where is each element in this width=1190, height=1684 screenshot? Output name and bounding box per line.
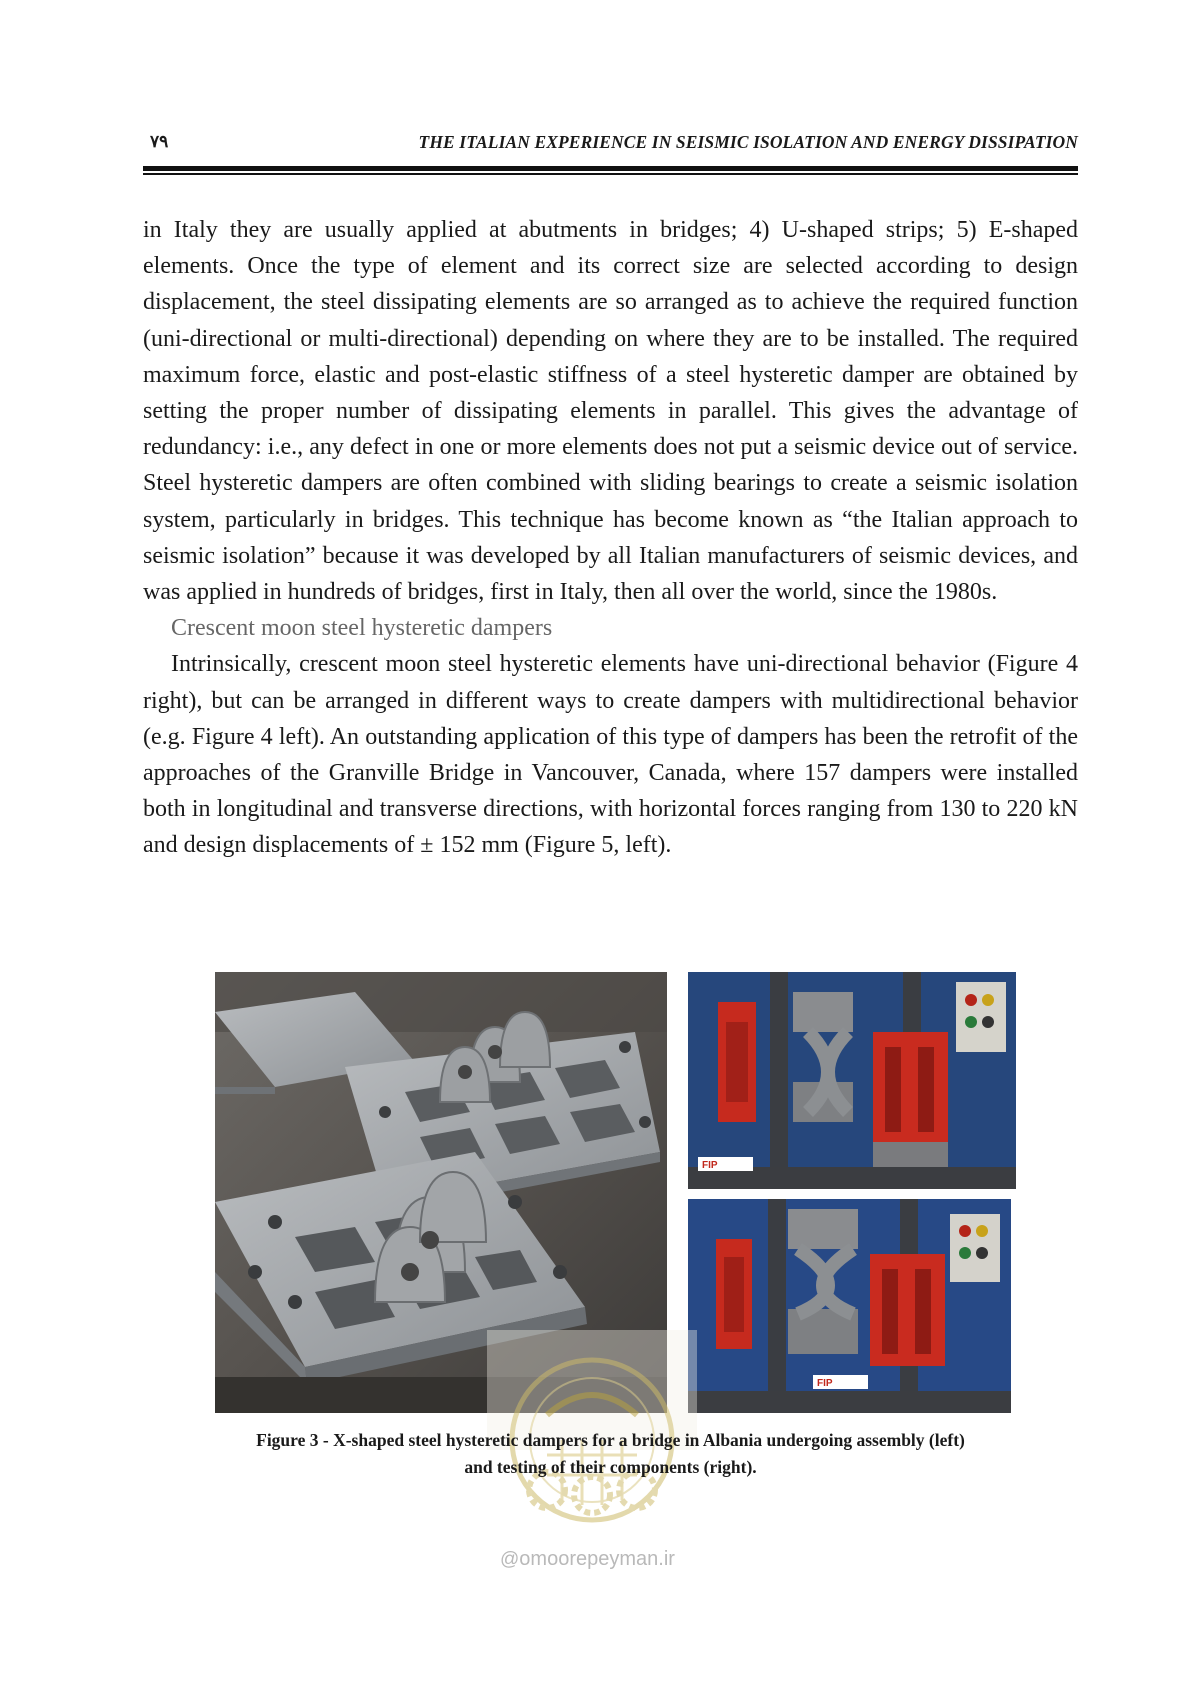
figure-caption xyxy=(143,1427,1078,1481)
caption-line-1: Figure 3 - X-shaped steel hysteretic dampers for a bridge in Albania undergoing assembly (left) xyxy=(256,1430,965,1450)
header-rule-thin xyxy=(143,173,1078,175)
body-text xyxy=(143,212,1078,864)
photo-component-test-bottom xyxy=(688,1199,1011,1413)
page-header xyxy=(143,130,1078,156)
watermark-site xyxy=(500,1548,675,1571)
photo-component-test-top xyxy=(688,972,1016,1189)
running-title: THE ITALIAN EXPERIENCE IN SEISMIC ISOLATION AND ENERGY DISSIPATION xyxy=(418,132,1078,152)
section-subheading: Crescent moon steel hysteretic dampers xyxy=(171,615,553,642)
watermark-site-text: omoorepeyman.ir xyxy=(519,1548,675,1570)
photo-label-top: FIP xyxy=(702,1160,718,1171)
paragraph-2: Intrinsically, crescent moon steel hysteretic elements have uni-directional behavior (Figure 4 right), but can be arranged in different ways to create dampers with multidirectional behavior (e.g. Figure 4 left). An outstanding application of this type of dampers has been the retrofit of the approaches of the Granville Bridge in Vancouver, Canada, where 157 dampers were installed both in longitudinal and transverse directions, with horizontal forces ranging from 130 to 220 kN and design displacements of ± 152 mm (Figure 5, left). xyxy=(143,651,1078,859)
photo-label-bottom: FIP xyxy=(817,1378,833,1389)
header-rule-thick xyxy=(143,166,1078,171)
page-number: ۷۹ xyxy=(150,132,169,151)
caption-line-2: and testing of their components (right). xyxy=(464,1457,757,1477)
watermark-at-icon: @ xyxy=(500,1549,520,1570)
paragraph-1: in Italy they are usually applied at abutments in bridges; 4) U-shaped strips; 5) E-shaped elements. Once the type of element and its correct size are selected according to design displacement, the steel dissipating elements are so arranged as to achieve the required function (uni-directional or multi-directional) depending on where they are to be installed. The required maximum force, elastic and post-elastic stiffness of a steel hysteretic damper are obtained by setting the proper number of dissipating elements in parallel. This gives the advantage of redundancy: i.e., any defect in one or more elements does not put a seismic device out of service. Steel hysteretic dampers are often combined with sliding bearings to create a seismic isolation system, particularly in bridges. This technique has become known as “the Italian approach to seismic isolation” because it was developed by all Italian manufacturers of seismic devices, and was applied in hundreds of bridges, first in Italy, then all over the world, since the 1980s. xyxy=(143,217,1078,606)
